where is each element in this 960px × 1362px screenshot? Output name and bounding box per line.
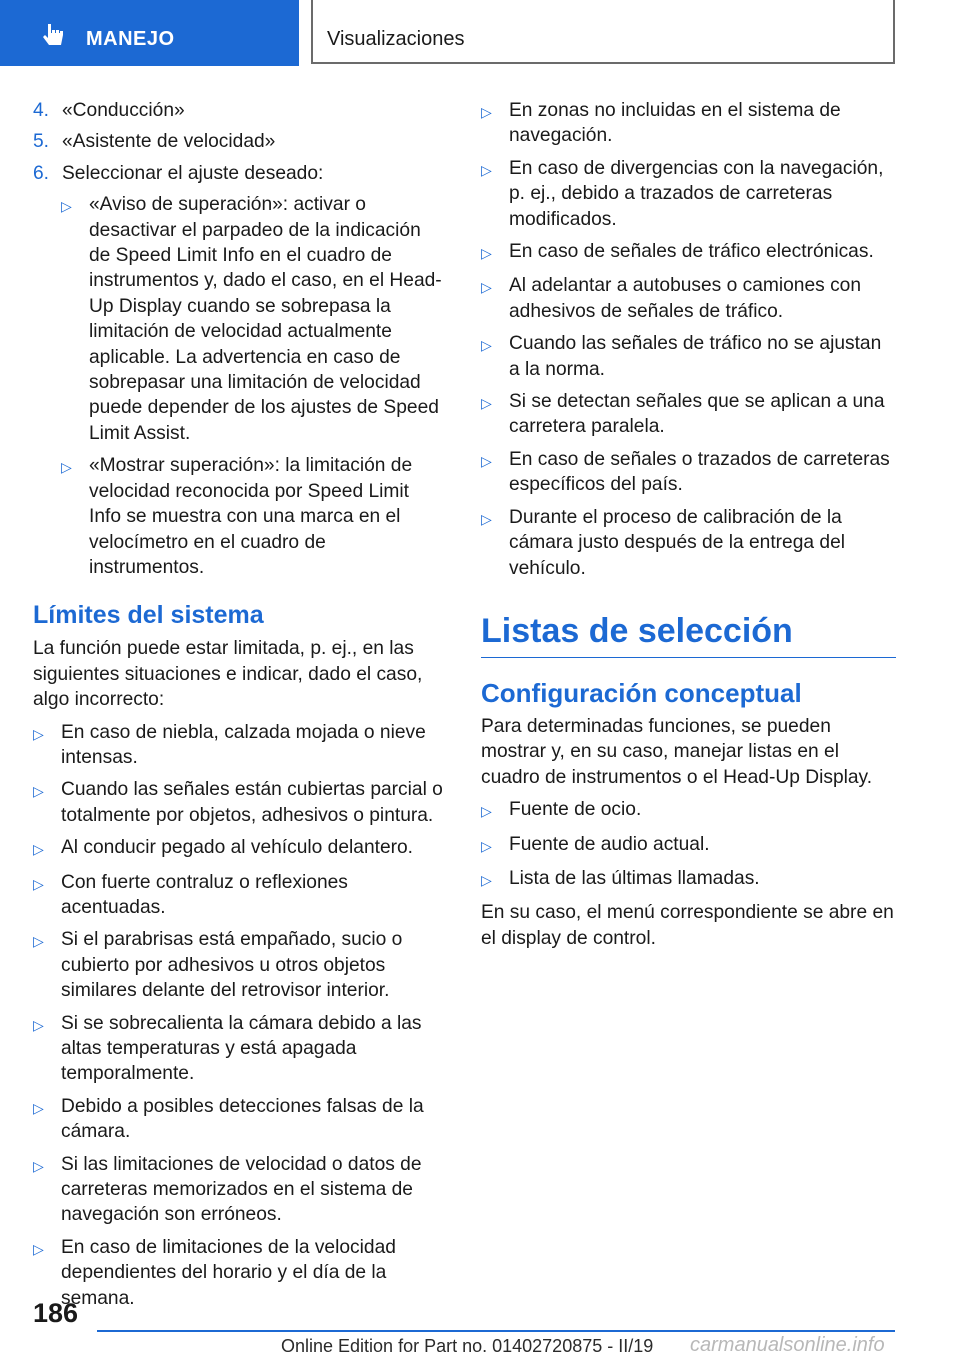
triangle-bullet-icon: ▷	[481, 871, 492, 888]
triangle-bullet-icon: ▷	[33, 1099, 44, 1116]
concept-list	[481, 797, 896, 893]
list-item	[481, 389, 896, 440]
triangle-bullet-icon: ▷	[61, 198, 72, 215]
step-sub-list	[33, 192, 445, 580]
triangle-bullet-icon: ▷	[481, 803, 492, 820]
triangle-bullet-icon: ▷	[33, 1157, 44, 1174]
chapter-label: Visualizaciones	[327, 28, 465, 50]
list-item	[481, 239, 896, 266]
step-text: «Asistente de velocidad»	[62, 131, 276, 153]
section-label: MANEJO	[86, 28, 175, 50]
limits-list	[33, 720, 445, 1312]
chapter-heading: Listas de selección	[481, 611, 896, 658]
step-number: 5.	[33, 131, 50, 153]
list-item	[481, 505, 896, 581]
section-tab	[0, 0, 299, 66]
triangle-bullet-icon: ▷	[33, 1240, 44, 1257]
list-item	[481, 797, 896, 824]
list-item	[61, 192, 445, 446]
triangle-bullet-icon: ▷	[33, 725, 44, 742]
step-item	[33, 98, 445, 123]
list-item-text: Al adelantar a autobuses o camiones con adhesivos de señales de tráfico.	[509, 275, 861, 322]
list-item	[33, 720, 445, 771]
triangle-bullet-icon: ▷	[33, 1016, 44, 1033]
limits-list-continued	[481, 98, 896, 581]
list-item	[481, 98, 896, 149]
list-item	[33, 1152, 445, 1228]
triangle-bullet-icon: ▷	[33, 783, 44, 800]
list-item-text: Fuente de audio actual.	[509, 833, 710, 855]
triangle-bullet-icon: ▷	[481, 279, 492, 296]
list-item-text: En caso de señales de tráfico electrónicas.	[509, 241, 874, 263]
triangle-bullet-icon: ▷	[33, 875, 44, 892]
step-number: 4.	[33, 100, 50, 121]
list-item	[33, 1011, 445, 1087]
step-text: «Conducción»	[62, 100, 185, 121]
list-item-text: Debido a posibles detecciones falsas de la cámara.	[61, 1095, 424, 1143]
list-item	[33, 1094, 445, 1145]
list-item-text: Si el parabrisas está empañado, sucio o cubierto por adhesivos u otros objetos similares delante del retrovisor interior.	[61, 929, 403, 1002]
list-item	[481, 832, 896, 859]
list-item	[481, 273, 896, 324]
step-number: 6.	[33, 162, 50, 184]
triangle-bullet-icon: ▷	[61, 459, 72, 476]
triangle-bullet-icon: ▷	[481, 452, 492, 469]
chapter-header	[311, 0, 895, 64]
list-item-text: En caso de señales o trazados de carreteras específicos del país.	[509, 448, 890, 496]
right-column	[481, 98, 896, 958]
watermark: carmanualsonline.info	[690, 1334, 885, 1356]
triangle-bullet-icon: ▷	[481, 337, 492, 354]
list-item-text: Si se sobrecalienta la cámara debido a las altas temperaturas y está apagada temporalmente.	[61, 1012, 422, 1085]
list-item-text: Lista de las últimas llamadas.	[509, 867, 760, 889]
list-item	[481, 866, 896, 893]
list-item-text: En caso de limitaciones de la velocidad dependientes del horario y el día de la semana.	[61, 1236, 396, 1309]
list-item	[33, 777, 445, 828]
paragraph: En su caso, el menú correspondiente se abre en el display de control.	[481, 902, 894, 949]
step-item	[33, 129, 445, 154]
triangle-bullet-icon: ▷	[481, 161, 492, 178]
list-item	[33, 927, 445, 1003]
list-item-text: En caso de niebla, calzada mojada o nieve intensas.	[61, 721, 426, 768]
paragraph: La función puede estar limitada, p. ej., en las siguientes situaciones e indicar, dado el caso, algo incorrecto:	[33, 638, 423, 711]
list-item-text: Durante el proceso de calibración de la cámara justo después de la entrega del vehículo.	[509, 506, 845, 579]
triangle-bullet-icon: ▷	[33, 933, 44, 950]
paragraph: Para determinadas funciones, se pueden mostrar y, en su caso, manejar listas en el cuadro de instrumentos o el Head-Up Display.	[481, 715, 873, 788]
list-item-text: Con fuerte contraluz o reflexiones acentuadas.	[61, 871, 348, 918]
list-item	[33, 870, 445, 921]
list-item-text: Fuente de ocio.	[509, 799, 642, 821]
list-item	[481, 447, 896, 498]
footer-divider	[97, 1330, 895, 1332]
triangle-bullet-icon: ▷	[481, 510, 492, 527]
list-item-text: «Mostrar superación»: la limitación de velocidad reconocida por Speed Limit Info se muestra con una marca en el velocímetro en el cuadro de instrumentos.	[89, 455, 413, 578]
list-item-text: «Aviso de superación»: activar o desactivar el parpadeo de la indicación de Speed Limit Info en el cuadro de instrumentos y, dado el caso, en el Head-Up Display cuando se sobrepasa la limitación de velocidad actualmente aplicable. La advertencia en caso de sobrepasar una limitación de velocidad puede depender de los ajustes de Speed Limit Assist.	[89, 194, 442, 444]
triangle-bullet-icon: ▷	[481, 837, 492, 854]
section-heading: Configuración conceptual	[481, 677, 802, 708]
triangle-bullet-icon: ▷	[481, 395, 492, 412]
list-item	[33, 1235, 445, 1311]
triangle-bullet-icon: ▷	[33, 841, 44, 858]
list-item	[481, 156, 896, 232]
step-item	[33, 161, 445, 186]
step-text: Seleccionar el ajuste deseado:	[62, 162, 324, 184]
list-item-text: Cuando las señales de tráfico no se ajustan a la norma.	[509, 333, 882, 380]
list-item	[481, 331, 896, 382]
list-item-text: Si las limitaciones de velocidad o datos de carreteras memorizados en el sistema de navegación son erróneos.	[61, 1153, 422, 1226]
left-column	[33, 98, 445, 1318]
list-item-text: En zonas no incluidas en el sistema de navegación.	[509, 100, 841, 147]
edition-note: Online Edition for Part no. 01402720875 - II/19	[281, 1336, 654, 1356]
list-item-text: En caso de divergencias con la navegación, p. ej., debido a trazados de carreteras modificados.	[509, 157, 884, 230]
list-item	[61, 453, 445, 580]
steering-hand-icon	[38, 20, 68, 50]
list-item-text: Cuando las señales están cubiertas parcial o totalmente por objetos, adhesivos o pintura.	[61, 779, 443, 826]
page-number: 186	[33, 1298, 79, 1328]
list-item-text: Si se detectan señales que se aplican a una carretera paralela.	[509, 391, 885, 438]
list-item-text: Al conducir pegado al vehículo delantero.	[61, 837, 414, 859]
section-heading: Límites del sistema	[33, 601, 264, 630]
triangle-bullet-icon: ▷	[481, 245, 492, 262]
triangle-bullet-icon: ▷	[481, 104, 492, 120]
list-item	[33, 835, 445, 862]
